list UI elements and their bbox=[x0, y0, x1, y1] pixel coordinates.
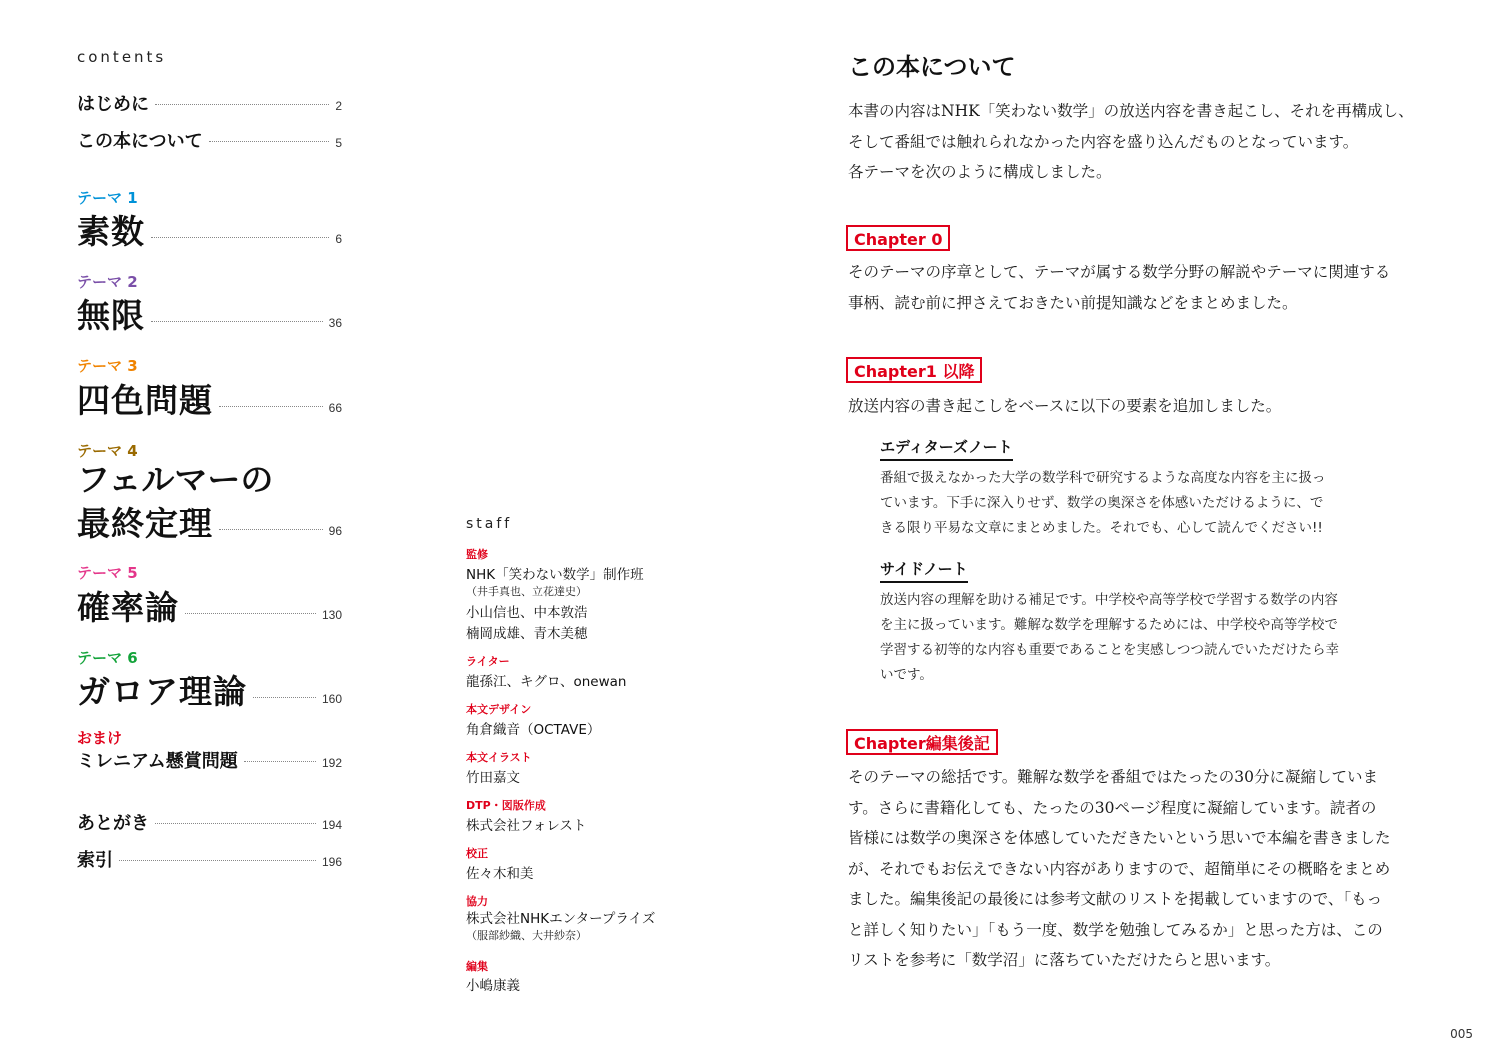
toc-entry-theme-6[interactable] bbox=[77, 666, 342, 713]
intro-paragraph bbox=[848, 96, 1428, 188]
toc-page-number: 160 bbox=[321, 692, 342, 706]
staff-name: 小山信也、中本敦浩 bbox=[466, 605, 588, 621]
text-line: 本書の内容はNHK「笑わない数学」の放送内容を書き起こし、それを再構成し、 bbox=[848, 102, 1414, 120]
leader-dots bbox=[185, 613, 316, 614]
leader-dots bbox=[119, 860, 316, 861]
editors-note-body bbox=[880, 466, 1400, 541]
contents-label: contents bbox=[77, 48, 167, 66]
text-line: リストを参考に「数学沼」に落ちていただけたらと思います。 bbox=[848, 951, 1281, 969]
staff-heading: 協力 bbox=[466, 895, 488, 908]
text-line: 皆様には数学の奥深さを体感していただきたいという思いで本編を書きました bbox=[848, 829, 1391, 847]
staff-heading: DTP・図版作成 bbox=[466, 799, 546, 812]
toc-entry-title: 最終定理 bbox=[77, 504, 213, 543]
staff-name: （井手真也、立花達史） bbox=[466, 585, 587, 598]
text-line: いです。 bbox=[880, 667, 933, 683]
text-line: 学習する初等的な内容も重要であることを実感しつつ読んでいただけたら幸 bbox=[880, 642, 1339, 658]
text-line: 放送内容の理解を助ける補足です。中学校や高等学校で学習する数学の内容 bbox=[880, 592, 1338, 608]
chapter-1-label: Chapter1 以降 bbox=[846, 357, 982, 383]
page-number: 005 bbox=[1450, 1027, 1473, 1041]
toc-page-number: 192 bbox=[321, 756, 342, 770]
theme-5-label: テーマ 5 bbox=[77, 564, 138, 582]
toc-entry-title: 四色問題 bbox=[77, 381, 213, 420]
leader-dots bbox=[219, 406, 323, 407]
staff-name: 竹田嘉文 bbox=[466, 770, 520, 786]
staff-heading: 本文イラスト bbox=[466, 751, 532, 764]
toc-entry-index[interactable] bbox=[77, 846, 342, 872]
staff-name: 佐々木和美 bbox=[466, 866, 534, 882]
toc-entry-theme-3[interactable] bbox=[77, 375, 342, 422]
toc-page-number: 5 bbox=[335, 136, 342, 150]
staff-name: 角倉織音（OCTAVE） bbox=[466, 722, 601, 738]
leader-dots bbox=[155, 823, 316, 824]
toc-entry-theme-2[interactable] bbox=[77, 290, 342, 337]
toc-page-number: 6 bbox=[335, 232, 342, 246]
chapter-1-description bbox=[848, 391, 1428, 422]
staff-heading: 校正 bbox=[466, 847, 488, 860]
leader-dots bbox=[151, 321, 323, 322]
toc-entry-afterword[interactable] bbox=[77, 809, 342, 835]
toc-entry-title: 素数 bbox=[77, 212, 145, 251]
staff-name: 龍孫江、キグロ、onewan bbox=[466, 674, 627, 690]
staff-name: NHK「笑わない数学」制作班 bbox=[466, 567, 644, 583]
staff-name: 株式会社フォレスト bbox=[466, 818, 587, 834]
toc-entry-theme-4[interactable] bbox=[77, 498, 342, 545]
staff-heading: ライター bbox=[466, 655, 510, 668]
editors-note-heading: エディターズノート bbox=[880, 436, 1013, 461]
text-line: そして番組では触れられなかった内容を盛り込んだものとなっています。 bbox=[848, 132, 1359, 151]
toc-entry-hajimeni[interactable] bbox=[77, 90, 342, 116]
leader-dots bbox=[244, 761, 316, 762]
toc-page-number: 130 bbox=[321, 608, 342, 622]
toc-page-number: 196 bbox=[321, 855, 342, 869]
chapter-0-label: Chapter 0 bbox=[846, 225, 950, 251]
text-line: 各テーマを次のように構成しました。 bbox=[848, 163, 1112, 181]
leader-dots bbox=[209, 141, 330, 142]
staff-label: staff bbox=[466, 516, 513, 532]
omake-label: おまけ bbox=[77, 729, 123, 747]
text-line: ています。下手に深入りせず、数学の奥深さを体感いただけるように、で bbox=[880, 495, 1324, 511]
staff-heading: 本文デザイン bbox=[466, 703, 532, 716]
leader-dots bbox=[253, 697, 316, 698]
text-line: す。さらに書籍化しても、たったの30ページ程度に凝縮しています。読者の bbox=[848, 798, 1377, 817]
text-line: 番組で扱えなかった大学の数学科で研究するような高度な内容を主に扱っ bbox=[880, 470, 1326, 486]
side-note-body bbox=[880, 588, 1400, 688]
toc-page-number: 96 bbox=[328, 524, 342, 538]
text-line: を主に扱っています。難解な数学を理解するためには、中学校や高等学校で bbox=[880, 617, 1338, 633]
toc-page-number: 36 bbox=[328, 316, 342, 330]
toc-entry-title: 無限 bbox=[77, 296, 145, 335]
chapter-afterword-label: Chapter編集後記 bbox=[846, 729, 998, 755]
toc-entry-title: ミレニアム懸賞問題 bbox=[77, 751, 238, 772]
staff-name: （服部紗織、大井紗奈） bbox=[466, 929, 587, 942]
toc-entry-theme-4-line1[interactable]: フェルマーの bbox=[77, 460, 274, 499]
theme-4-label: テーマ 4 bbox=[77, 442, 138, 460]
toc-page-number: 194 bbox=[321, 818, 342, 832]
text-line: 事柄、読む前に押さえておきたい前提知識などをまとめました。 bbox=[848, 293, 1298, 312]
toc-entry-title: はじめに bbox=[77, 94, 149, 115]
staff-heading: 監修 bbox=[466, 548, 488, 561]
text-line: が、それでもお伝えできない内容がありますので、超簡単にその概略をまとめ bbox=[848, 859, 1391, 878]
staff-heading: 編集 bbox=[466, 960, 488, 973]
toc-entry-theme-1[interactable] bbox=[77, 206, 342, 253]
toc-entry-title: この本について bbox=[77, 131, 203, 152]
toc-page-number: 2 bbox=[335, 99, 342, 113]
text-line: と詳しく知りたい」「もう一度、数学を勉強してみるか」と思った方は、この bbox=[848, 920, 1383, 939]
side-note-heading: サイドノート bbox=[880, 558, 968, 583]
text-line: きる限り平易な文章にまとめました。それでも、心して読んでください!! bbox=[880, 520, 1323, 536]
text-line: 放送内容の書き起こしをベースに以下の要素を追加しました。 bbox=[848, 397, 1282, 415]
toc-entry-about[interactable] bbox=[77, 127, 342, 153]
toc-page-number: 66 bbox=[328, 401, 342, 415]
toc-entry-title: あとがき bbox=[77, 813, 149, 834]
theme-6-label: テーマ 6 bbox=[77, 649, 138, 667]
leader-dots bbox=[155, 104, 329, 105]
staff-name: 楠岡成雄、青木美穂 bbox=[466, 626, 588, 642]
text-line: そのテーマの総括です。難解な数学を番組ではたったの30分に凝縮していま bbox=[848, 768, 1378, 786]
page-title: この本について bbox=[848, 53, 1016, 81]
theme-1-label: テーマ 1 bbox=[77, 189, 138, 207]
staff-name: 株式会社NHKエンタープライズ bbox=[466, 911, 656, 927]
chapter-0-description bbox=[848, 257, 1428, 318]
leader-dots bbox=[219, 529, 323, 530]
toc-entry-title: ガロア理論 bbox=[77, 672, 247, 711]
theme-2-label: テーマ 2 bbox=[77, 273, 138, 291]
text-line: ました。編集後記の最後には参考文献のリストを掲載していますので、「もっ bbox=[848, 890, 1383, 908]
toc-entry-title: 索引 bbox=[77, 850, 113, 871]
text-line: そのテーマの序章として、テーマが属する数学分野の解説やテーマに関連する bbox=[848, 263, 1391, 281]
staff-name: 小嶋康義 bbox=[466, 978, 520, 994]
toc-entry-theme-5[interactable] bbox=[77, 582, 342, 629]
chapter-afterword-description bbox=[848, 762, 1428, 976]
theme-3-label: テーマ 3 bbox=[77, 357, 138, 375]
toc-entry-omake[interactable] bbox=[77, 747, 342, 773]
leader-dots bbox=[151, 237, 329, 238]
toc-entry-title: 確率論 bbox=[77, 588, 179, 627]
